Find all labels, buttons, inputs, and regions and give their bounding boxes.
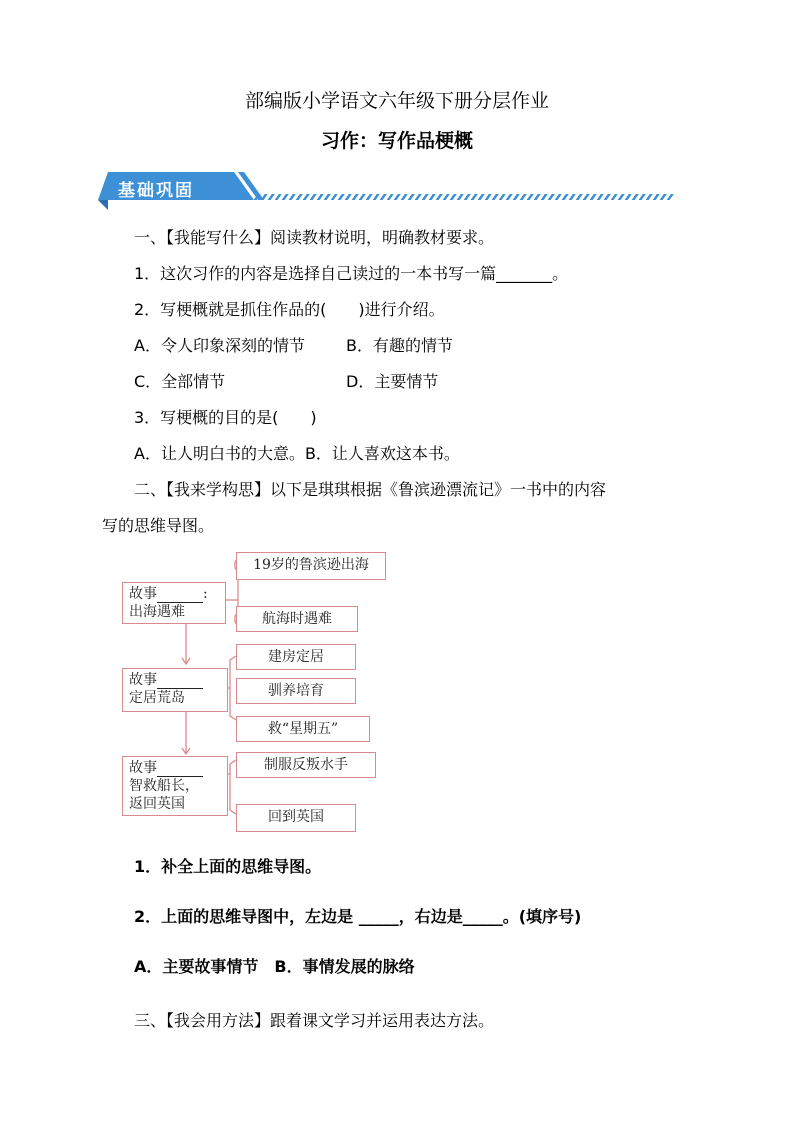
story3-title-line2: 返回英国 xyxy=(129,796,185,812)
part1-question-2: 2．写梗概就是抓住作品的( )进行介绍。 xyxy=(134,300,445,319)
part2-heading-line2: 写的思维导图。 xyxy=(102,516,215,535)
option-c: C．全部情节 xyxy=(134,372,226,391)
story2-prefix: 故事 xyxy=(129,672,157,688)
part2-question-1: 1．补全上面的思维导图。 xyxy=(134,857,322,876)
part2-options: A．主要故事情节 B．事情发展的脉络 xyxy=(134,957,415,976)
part2-heading-line1: 二、【我来学构思】以下是琪琪根据《鲁滨逊漂流记》一书中的内容 xyxy=(134,480,607,499)
mindmap-event-1-2: 航海时遇难 xyxy=(236,606,358,632)
option-a: A．令人印象深刻的情节 xyxy=(134,336,305,355)
mindmap-event-3-2: 回到英国 xyxy=(236,804,356,832)
story1-title: 出海遇难 xyxy=(129,604,185,620)
mindmap-story1 xyxy=(122,582,226,624)
mindmap-story2 xyxy=(122,668,228,712)
mind-map xyxy=(118,548,388,834)
part1-heading: 一、【我能写什么】阅读教材说明，明确教材要求。 xyxy=(134,228,495,247)
part2-question-2: 2．上面的思维导图中，左边是 _____，右边是_____。(填序号) xyxy=(134,907,582,926)
document-subtitle: 习作：写作品梗概 xyxy=(320,130,473,152)
story3-prefix: 故事 xyxy=(129,760,157,776)
mindmap-event-2-3: 救“星期五” xyxy=(236,716,370,742)
part1-question-3: 3．写梗概的目的是( ) xyxy=(134,408,317,427)
mindmap-event-2-2: 驯养培育 xyxy=(236,678,356,704)
part1-question-1: 1．这次习作的内容是选择自己读过的一本书写一篇_______。 xyxy=(134,264,569,283)
story1-colon: : xyxy=(203,586,208,602)
document-title: 部编版小学语文六年级下册分层作业 xyxy=(244,90,549,112)
mindmap-event-3-1: 制服反叛水手 xyxy=(236,752,376,778)
section-banner-label: 基础巩固 xyxy=(118,181,194,201)
story2-blank xyxy=(157,674,203,689)
mindmap-event-1-1: 19岁的鲁滨逊出海 xyxy=(236,552,386,580)
story1-blank xyxy=(157,588,203,603)
option-d: D．主要情节 xyxy=(346,372,439,391)
mindmap-story3 xyxy=(122,756,228,816)
story3-blank xyxy=(157,762,203,777)
mindmap-event-2-1: 建房定居 xyxy=(236,644,356,670)
story1-prefix: 故事 xyxy=(129,586,157,602)
option-b: B．有趣的情节 xyxy=(346,336,453,355)
part1-question-3-options: A．让人明白书的大意。B．让人喜欢这本书。 xyxy=(134,444,460,463)
part3-heading: 三、【我会用方法】跟着课文学习并运用表达方法。 xyxy=(134,1011,495,1030)
story3-title-line1: 智救船长， xyxy=(129,778,199,794)
story2-title: 定居荒岛 xyxy=(129,690,185,706)
